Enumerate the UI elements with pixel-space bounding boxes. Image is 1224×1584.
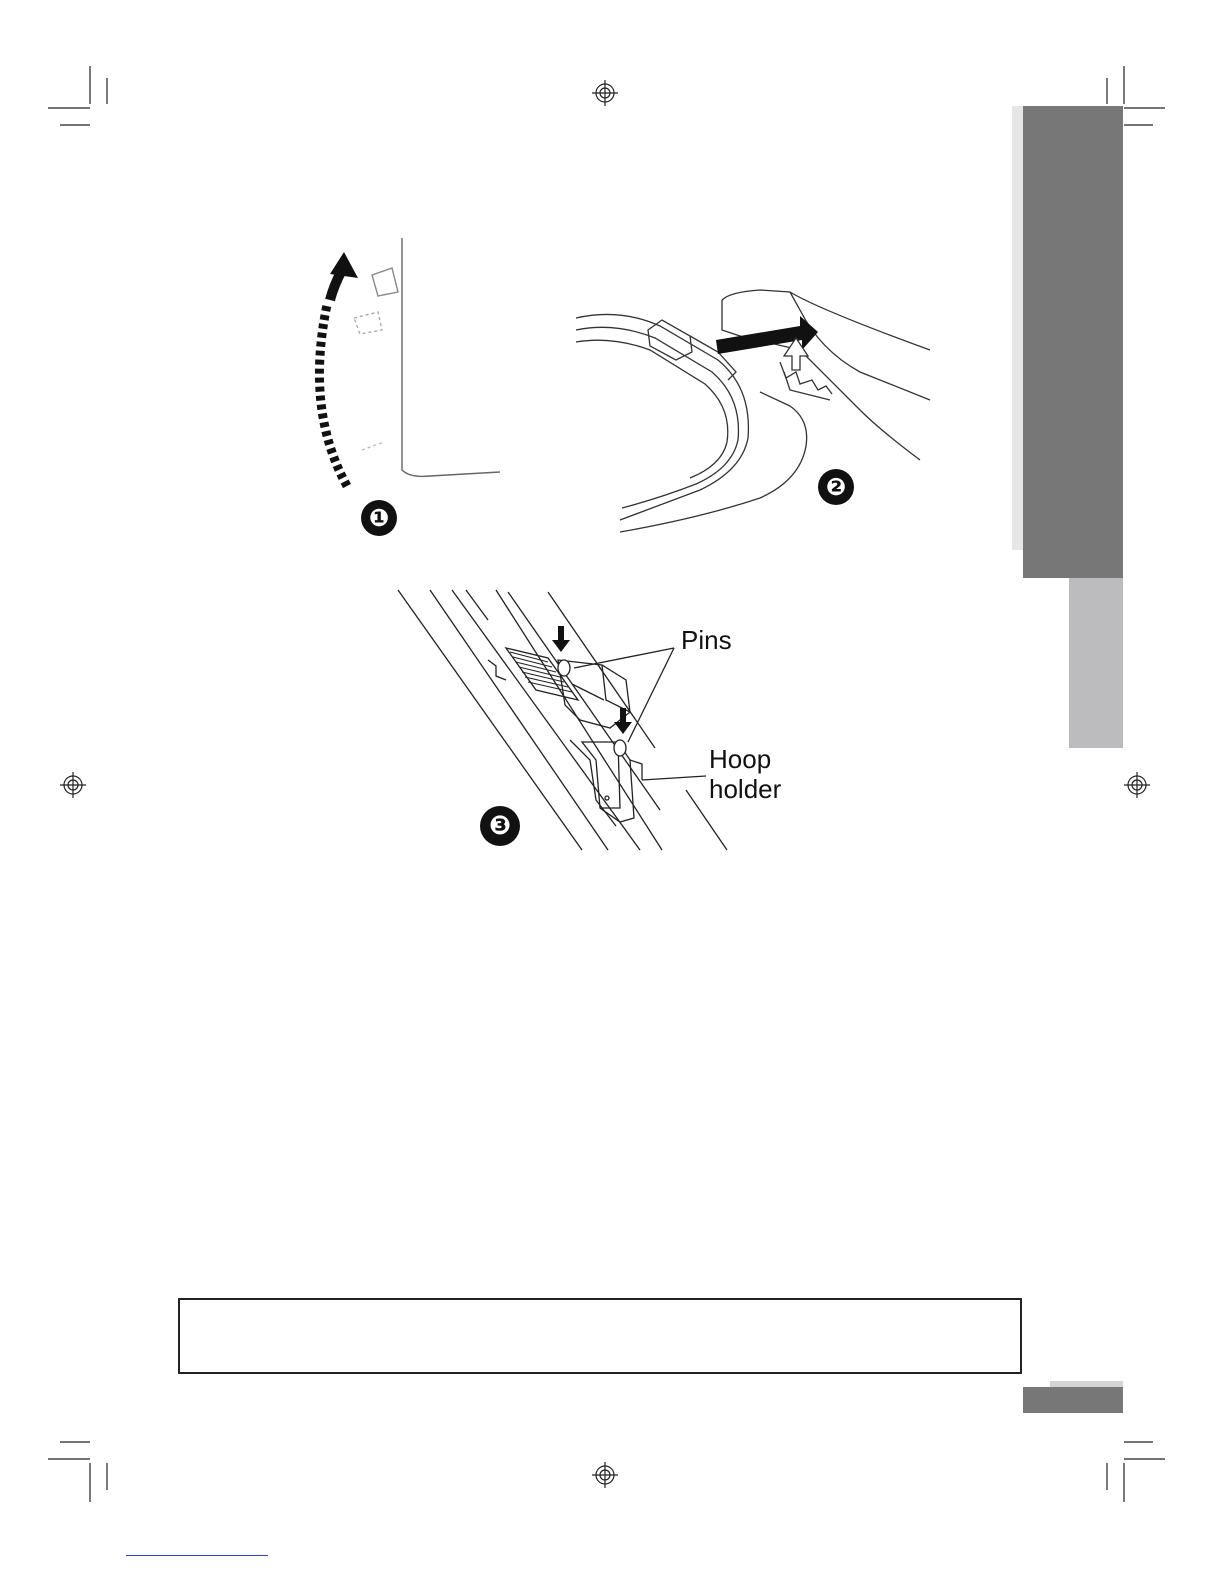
- note-box: [178, 1298, 1022, 1374]
- callout-pins: Pins: [681, 625, 732, 655]
- bottom-link-underline[interactable]: [126, 1555, 268, 1556]
- callout-hoop-holder-line2: holder: [709, 774, 782, 804]
- step-marker-3: ❸: [480, 806, 520, 846]
- callout-hoop-holder-line1: Hoop: [709, 744, 772, 774]
- step-marker-2: ❷: [818, 469, 854, 505]
- page-number-tab: [1023, 1387, 1123, 1413]
- step-marker-1: ❶: [361, 500, 397, 536]
